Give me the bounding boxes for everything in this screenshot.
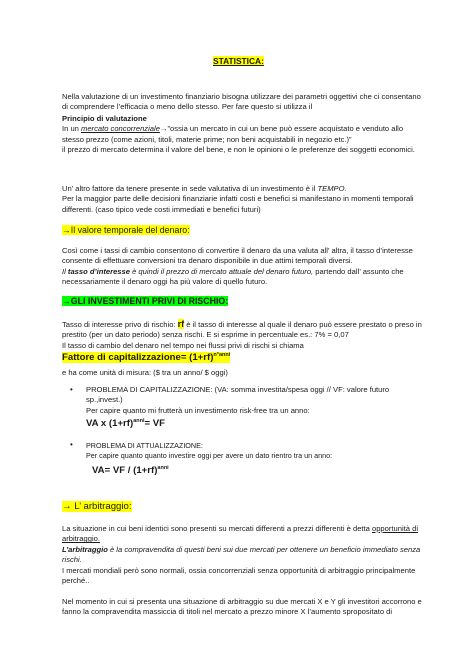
investimenti-heading: →GLI INVESTIMENTI PRIVI DI RISCHIO: <box>62 296 229 306</box>
valore-temporale-heading-row <box>62 225 422 236</box>
arbitraggio-paragraph-2 <box>62 597 422 618</box>
principio-line-3: il prezzo di mercato determina il valore del bene, e non le opinioni o le preferenze dei soggetti economici. <box>62 145 415 155</box>
unita-row <box>62 368 422 378</box>
fattore-capitalizzazione <box>62 352 230 363</box>
capitalizzazione-section <box>86 385 426 416</box>
formula-1-b: = VF <box>144 418 166 429</box>
formula-attualizzazione <box>92 466 452 476</box>
arb-line-1-a: La situazione in cui beni identici sono presenti su mercati differenti a prezzi differenti è detta <box>62 524 372 533</box>
attualizzazione-section <box>86 441 426 462</box>
fattore-label: Fattore di capitalizzazione= (1+rf) <box>62 352 214 363</box>
vt-line-3-c: è quindi il prezzo di mercato attuale del denaro futuro, <box>129 266 314 276</box>
arb-line-3-i: è la compravendita di questi beni sui due mercati per ottenere un beneficio immediato senza <box>107 544 421 554</box>
vt-line-3 <box>62 267 422 277</box>
formula-1-a: VA x (1+rf) <box>86 418 134 429</box>
vt-line-1: Così come i tassi di cambio consentono di convertire il denaro da una valuta all’ altra, il tasso d’interesse <box>62 246 413 255</box>
principio-heading: Principio di valutazione <box>62 114 147 123</box>
att-line-1: PROBLEMA DI ATTUALIZZAZIONE: <box>86 441 203 450</box>
tempo-line-1 <box>62 184 422 194</box>
intro-line-1: Nella valutazione di un investimento finanziario bisogna utilizzare dei parametri oggettivi che ci consentano <box>62 92 421 101</box>
intro-line-2: di comprendere l’efficacia o meno dello stesso. Per fare questo si utilizza il <box>62 102 313 112</box>
vt-line-3-d: partendo dall’ assunto che <box>313 266 404 276</box>
formula-2-exponent: anni <box>157 464 169 471</box>
tasso-risk-free-paragraph <box>62 319 422 351</box>
principio-line-1-pre: In un <box>62 124 81 134</box>
valore-temporale-paragraph <box>62 246 422 288</box>
valore-temporale-heading: →Il valore temporale del denaro: <box>62 225 190 235</box>
att-line-2: Per capire quanto quanto investire oggi per avere un dato rientro tra un anno: <box>86 451 333 461</box>
principio-line-1 <box>62 124 422 134</box>
tr-line-3: Il tasso di cambio del denaro nel tempo nei flussi privi di rischi si chiama <box>62 340 304 350</box>
tr-line-1-pre: Tasso di interesse privo di rischio: <box>62 320 178 329</box>
tr-line-1-post: è il tasso di interesse al quale il denaro può essere prestato o preso in <box>184 320 422 329</box>
investimenti-heading-row <box>62 296 422 307</box>
arb-line-4: rischi. <box>62 555 82 565</box>
tr-line-1 <box>62 319 422 330</box>
formula-2 <box>92 465 169 476</box>
arbitraggio-paragraph <box>62 524 422 586</box>
arbitraggio-term: L’arbitraggio <box>62 544 108 554</box>
cap-line-1: PROBLEMA DI CAPITALIZZAZIONE: (VA: somma investita/spesa oggi // VF: valore futuro sp.,invest.) <box>86 385 390 405</box>
tempo-emphasis: TEMPO. <box>317 184 347 193</box>
formula-capitalizzazione <box>86 419 446 429</box>
tempo-line-2: Per la maggior parte delle decisioni finanziarie infatti costi e benefici si manifestano in momenti temporali <box>62 194 414 204</box>
principio-line-1-post: →”ossia un mercato in cui un bene può essere acquistato e venduto allo <box>159 124 404 134</box>
fattore-row <box>62 353 422 363</box>
principio-line-2: stesso prezzo (come azioni, titoli, materie prime; non beni acquistabili in negozio etc.)” <box>62 134 352 144</box>
formula-1 <box>86 418 165 429</box>
formula-2-a: VA= VF / (1+rf) <box>92 465 158 476</box>
fattore-exponent: n°anni <box>213 351 231 358</box>
bullet-attualizzazione: • <box>70 440 73 449</box>
cap-line-2: Per capire quanto mi frutterà un investimento risk-free tra un anno: <box>86 405 310 415</box>
vt-line-3-a: Il <box>62 266 68 276</box>
rf-symbol: rf <box>177 319 185 329</box>
arb-line-7: Nel momento in cui si presenta una situazione di arbitraggio su due mercati X e Y gli investitori accorrono e <box>62 597 422 606</box>
intro-paragraph <box>62 92 422 113</box>
principio-section <box>62 114 422 156</box>
opportunita-term: opportunità di <box>371 524 419 533</box>
arb-line-1 <box>62 524 422 534</box>
tempo-line-1-pre: Un’ altro fattore da tenere presente in sede valutativa di un investimento è il <box>62 184 318 193</box>
tempo-line-3: differenti. (caso tipico vede costi immediati e benefici futuri) <box>62 204 261 214</box>
arb-line-5: I mercati mondiali però sono normali, ossia concorrenziali senza opportunità di arbitraggio principalmente <box>62 565 416 575</box>
tr-line-2: prestito (per un dato periodo) senza rischi. E si esprime in percentuale es.: 7% = 0,07 <box>62 330 349 340</box>
mercato-concorrenziale-term: mercato concorrenziale <box>81 124 160 134</box>
arb-line-3 <box>62 545 422 555</box>
tasso-interesse-term: tasso d’interesse <box>67 266 130 276</box>
vt-line-4: necessariamente il denaro oggi ha più valore di quello futuro. <box>62 277 268 287</box>
arbitraggio-heading: → L’ arbitraggio: <box>62 501 132 512</box>
arb-line-8: fanno la compravendita massiccia di titoli nel mercato a prezzo minore X l’aumento spropositato di <box>62 607 393 617</box>
page-title: STATISTICA: <box>213 56 264 66</box>
arb-line-2: arbitraggio. <box>62 534 100 544</box>
tempo-paragraph <box>62 184 422 215</box>
unita-misura: e ha come unità di misura: ($ tra un anno/ $ oggi) <box>62 368 228 377</box>
vt-line-2: consente di effettuare conversioni tra denaro disponibile in due attimi temporali diversi. <box>62 256 353 266</box>
bullet-capitalizzazione: • <box>70 385 73 394</box>
arbitraggio-heading-row <box>62 502 422 512</box>
formula-1-exponent: anni <box>133 417 145 424</box>
arb-line-6: perché.. <box>62 576 90 586</box>
